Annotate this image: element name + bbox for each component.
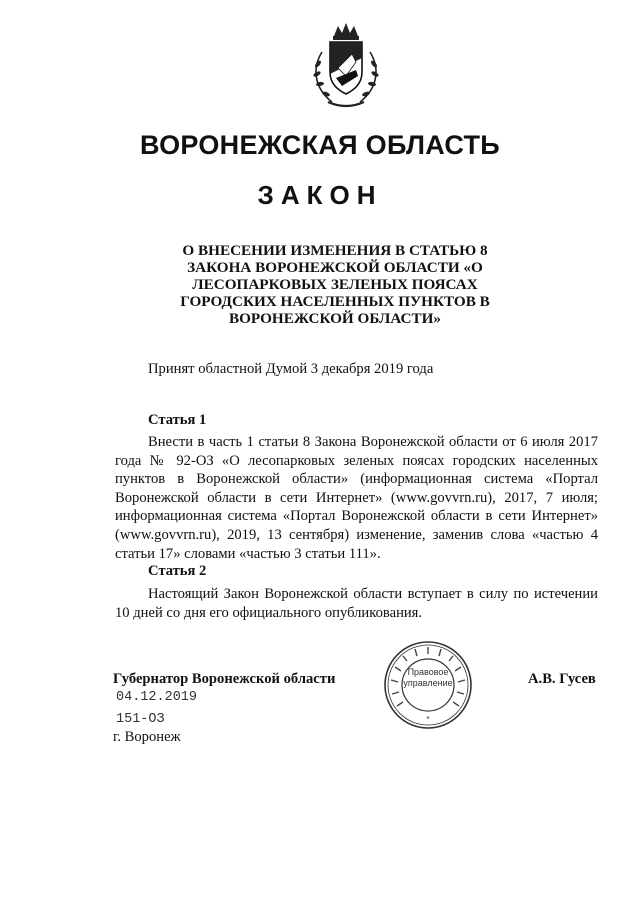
- stamp-center-text: Правовое управление: [403, 667, 453, 688]
- adoption-note: Принят областной Думой 3 декабря 2019 года: [148, 361, 434, 377]
- signatory-position: Губернатор Воронежской области: [113, 671, 336, 687]
- svg-text:*: *: [426, 715, 430, 724]
- signing-city: г. Воронеж: [113, 729, 181, 745]
- coat-of-arms-emblem: [308, 18, 384, 112]
- article-2-text: Настоящий Закон Воронежской области вступает в силу по истечении 10 дней со дня его официального опубликования.: [115, 586, 598, 621]
- article-2-heading: Статья 2: [148, 563, 207, 579]
- law-number: 151-ОЗ: [116, 712, 165, 727]
- document-type: ЗАКОН: [257, 180, 383, 210]
- law-title: О ВНЕСЕНИИ ИЗМЕНЕНИЯ В СТАТЬЮ 8 ЗАКОНА ВОРОНЕЖСКОЙ ОБЛАСТИ «О ЛЕСОПАРКОВЫХ ЗЕЛЕНЫХ ПОЯСАХ ГОРОДСКИХ НАСЕЛЕННЫХ ПУНКТОВ В ВОРОНЕЖСКОЙ ОБЛАСТИ»: [180, 242, 490, 327]
- signatory-name: А.В. Гусев: [528, 671, 596, 687]
- article-1-text: Внести в часть 1 статьи 8 Закона Воронежской области от 6 июля 2017 года № 92-ОЗ «О лесопарковых зеленых поясах городских населенных пунктов в Воронежской области» (информационная система «Портал Воронежской области в сети Интернет» (www.govvrn.ru), 2017, 7 июля; информационная система «Портал Воронежской области в сети Интернет» (www.govvrn.ru), 2019, 13 сентября) изменение, заменив слова «частью 4 статьи 17» словами «частью 3 статьи 111».: [115, 434, 598, 562]
- signing-date: 04.12.2019: [116, 690, 198, 705]
- region-name: ВОРОНЕЖСКАЯ ОБЛАСТЬ: [139, 130, 501, 160]
- article-1-heading: Статья 1: [148, 412, 207, 428]
